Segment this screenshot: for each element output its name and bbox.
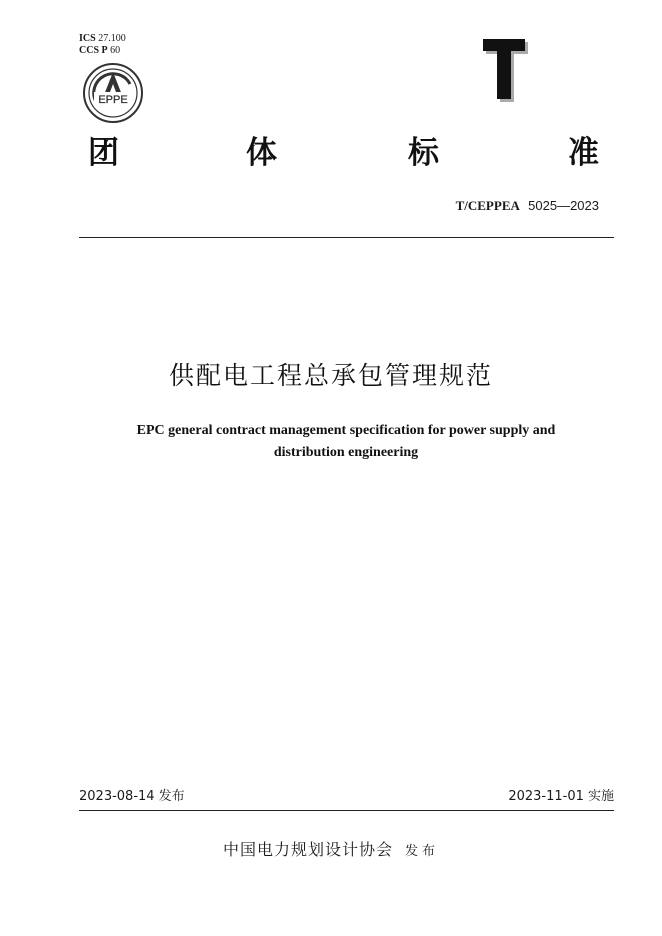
publish-date: 2023-08-14 发布 (79, 789, 185, 804)
ics-label: ICS (79, 33, 96, 44)
standard-type-char: 团 (88, 135, 119, 171)
document-code-number: 5025—2023 (528, 198, 599, 213)
ics-value: 27.100 (98, 33, 126, 44)
ccs-line (79, 45, 126, 57)
standard-type-char: 准 (568, 135, 599, 171)
standard-type-char: 标 (408, 135, 439, 171)
ics-line (79, 33, 126, 45)
english-title (100, 420, 592, 464)
ccs-label: CCS P (79, 45, 108, 56)
header-divider (79, 237, 614, 238)
standard-type-char: 体 (246, 135, 277, 171)
ccs-value: 60 (110, 45, 121, 56)
english-title-line: EPC general contract management specification for power supply and (136, 423, 556, 438)
association-logo (82, 62, 144, 124)
implement-date: 2023-11-01 实施 (508, 789, 614, 804)
english-title-line: distribution engineering (273, 445, 419, 460)
document-code (456, 197, 599, 216)
standard-type-heading (88, 133, 608, 173)
publisher-suffix: 发布 (405, 844, 440, 859)
chinese-title: 供配电工程总承包管理规范 (168, 361, 493, 390)
footer-divider (79, 810, 614, 811)
classification-codes (79, 33, 126, 57)
group-standard-t-mark (480, 38, 532, 104)
document-code-prefix: T/CEPPEA (455, 198, 520, 213)
publisher-name: 中国电力规划设计协会 (222, 840, 393, 859)
publisher-line (0, 838, 662, 864)
logo-text: EPPE (98, 94, 128, 106)
